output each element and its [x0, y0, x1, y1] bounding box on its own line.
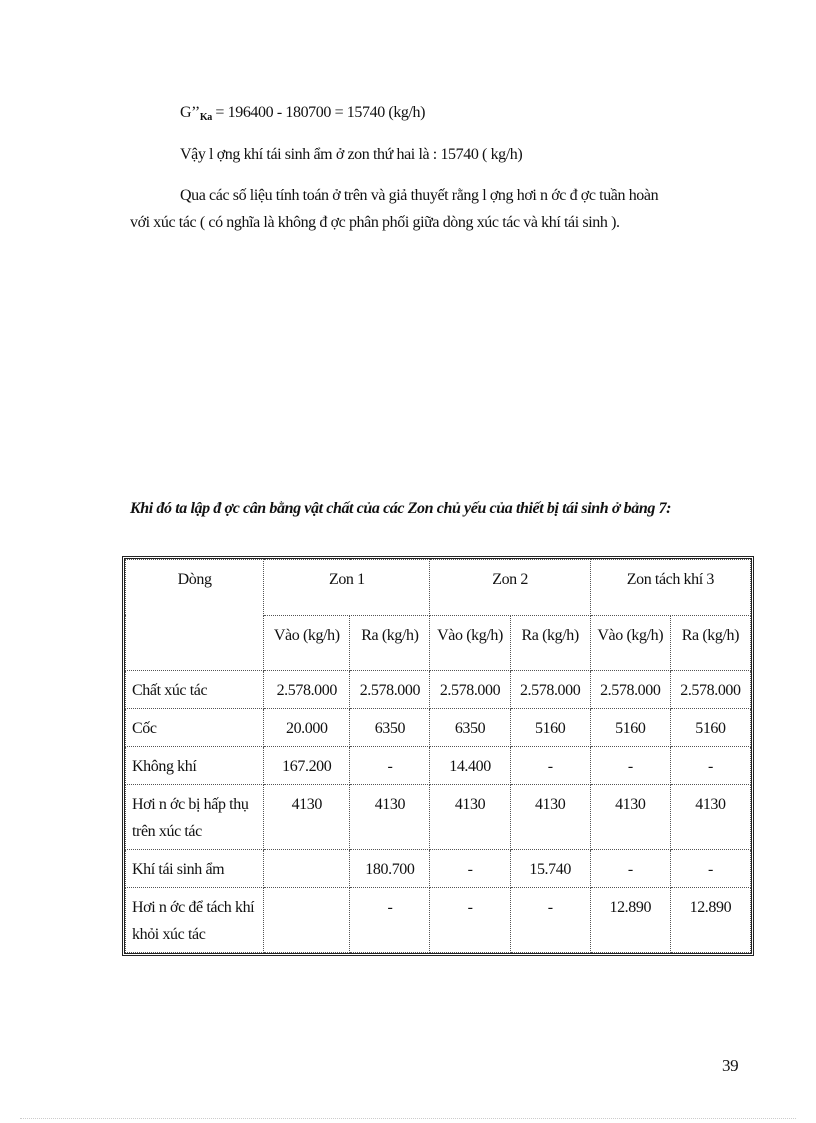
header-zon-3: Zon tách khí 3	[590, 560, 750, 616]
subheader-zon1-ra: Ra (kg/h)	[350, 615, 430, 671]
table-row	[126, 888, 751, 953]
equation-prefix: G’’	[180, 104, 200, 121]
table-caption: Khi đó ta lập đ ợc cân bằng vật chất của các Zon chủ yếu của thiết bị tái sinh ở bảng 7:	[130, 500, 672, 517]
cell-value: 6350	[350, 709, 430, 747]
cell-value	[264, 888, 350, 953]
cell-value: -	[670, 850, 750, 888]
subheader-zon3-vao: Vào (kg/h)	[590, 615, 670, 671]
subheader-zon2-vao: Vào (kg/h)	[430, 615, 510, 671]
table-row	[126, 747, 751, 785]
cell-value: 6350	[430, 709, 510, 747]
cell-value: 167.200	[264, 747, 350, 785]
paragraph-line-3a: Qua các số liệu tính toán ở trên và giả thuyết rằng l ợng hơi n ớc đ ợc tuần hoàn	[180, 187, 659, 204]
cell-value: 12.890	[590, 888, 670, 953]
cell-value: 15.740	[510, 850, 590, 888]
cell-value: 2.578.000	[670, 671, 750, 709]
cell-value: -	[350, 747, 430, 785]
bottom-divider	[20, 1118, 796, 1119]
cell-value	[264, 850, 350, 888]
cell-value: 4130	[430, 785, 510, 850]
header-dong: Dòng	[126, 560, 264, 671]
cell-value: 180.700	[350, 850, 430, 888]
cell-value: -	[430, 850, 510, 888]
cell-value: -	[430, 888, 510, 953]
cell-value: 4130	[264, 785, 350, 850]
cell-value: 20.000	[264, 709, 350, 747]
cell-value: -	[590, 747, 670, 785]
equation-rest: = 196400 - 180700 = 15740 (kg/h)	[211, 104, 426, 121]
header-zon-1: Zon 1	[264, 560, 430, 616]
header-zon-2: Zon 2	[430, 560, 590, 616]
cell-value: -	[590, 850, 670, 888]
paragraph-line-2: Vậy l ợng khí tái sinh ẩm ở zon thứ hai là : 15740 ( kg/h)	[180, 146, 523, 163]
subheader-zon1-vao: Vào (kg/h)	[264, 615, 350, 671]
cell-value: 5160	[510, 709, 590, 747]
row-label: Khí tái sinh ẩm	[126, 850, 264, 888]
cell-value: 14.400	[430, 747, 510, 785]
cell-value: 2.578.000	[590, 671, 670, 709]
table-row	[126, 785, 751, 850]
row-label: Chất xúc tác	[126, 671, 264, 709]
cell-value: 12.890	[670, 888, 750, 953]
table-row	[126, 671, 751, 709]
table-row	[126, 709, 751, 747]
cell-value: -	[670, 747, 750, 785]
cell-value: 5160	[670, 709, 750, 747]
cell-value: 4130	[590, 785, 670, 850]
row-label: Không khí	[126, 747, 264, 785]
table-row	[126, 850, 751, 888]
cell-value: 4130	[350, 785, 430, 850]
cell-value: 2.578.000	[430, 671, 510, 709]
cell-value: 2.578.000	[264, 671, 350, 709]
cell-value: 2.578.000	[350, 671, 430, 709]
mass-balance-table-frame	[124, 558, 752, 954]
cell-value: 4130	[670, 785, 750, 850]
cell-value: -	[510, 747, 590, 785]
row-label: Hơi n ớc để tách khí khỏi xúc tác	[126, 888, 264, 953]
cell-value: 2.578.000	[510, 671, 590, 709]
paragraph-line-3b: với xúc tác ( có nghĩa là không đ ợc phân phối giữa dòng xúc tác và khí tái sinh ).	[130, 214, 620, 231]
equation-subscript: Ka	[199, 112, 212, 123]
mass-balance-table	[125, 559, 751, 953]
subheader-zon2-ra: Ra (kg/h)	[510, 615, 590, 671]
row-label: Hơi n ớc bị hấp thụ trên xúc tác	[126, 785, 264, 850]
cell-value: -	[510, 888, 590, 953]
cell-value: 5160	[590, 709, 670, 747]
cell-value: -	[350, 888, 430, 953]
page-number: 39	[722, 1056, 739, 1075]
subheader-zon3-ra: Ra (kg/h)	[670, 615, 750, 671]
table-header-row	[126, 560, 751, 616]
cell-value: 4130	[510, 785, 590, 850]
equation-line	[180, 103, 425, 128]
row-label: Cốc	[126, 709, 264, 747]
